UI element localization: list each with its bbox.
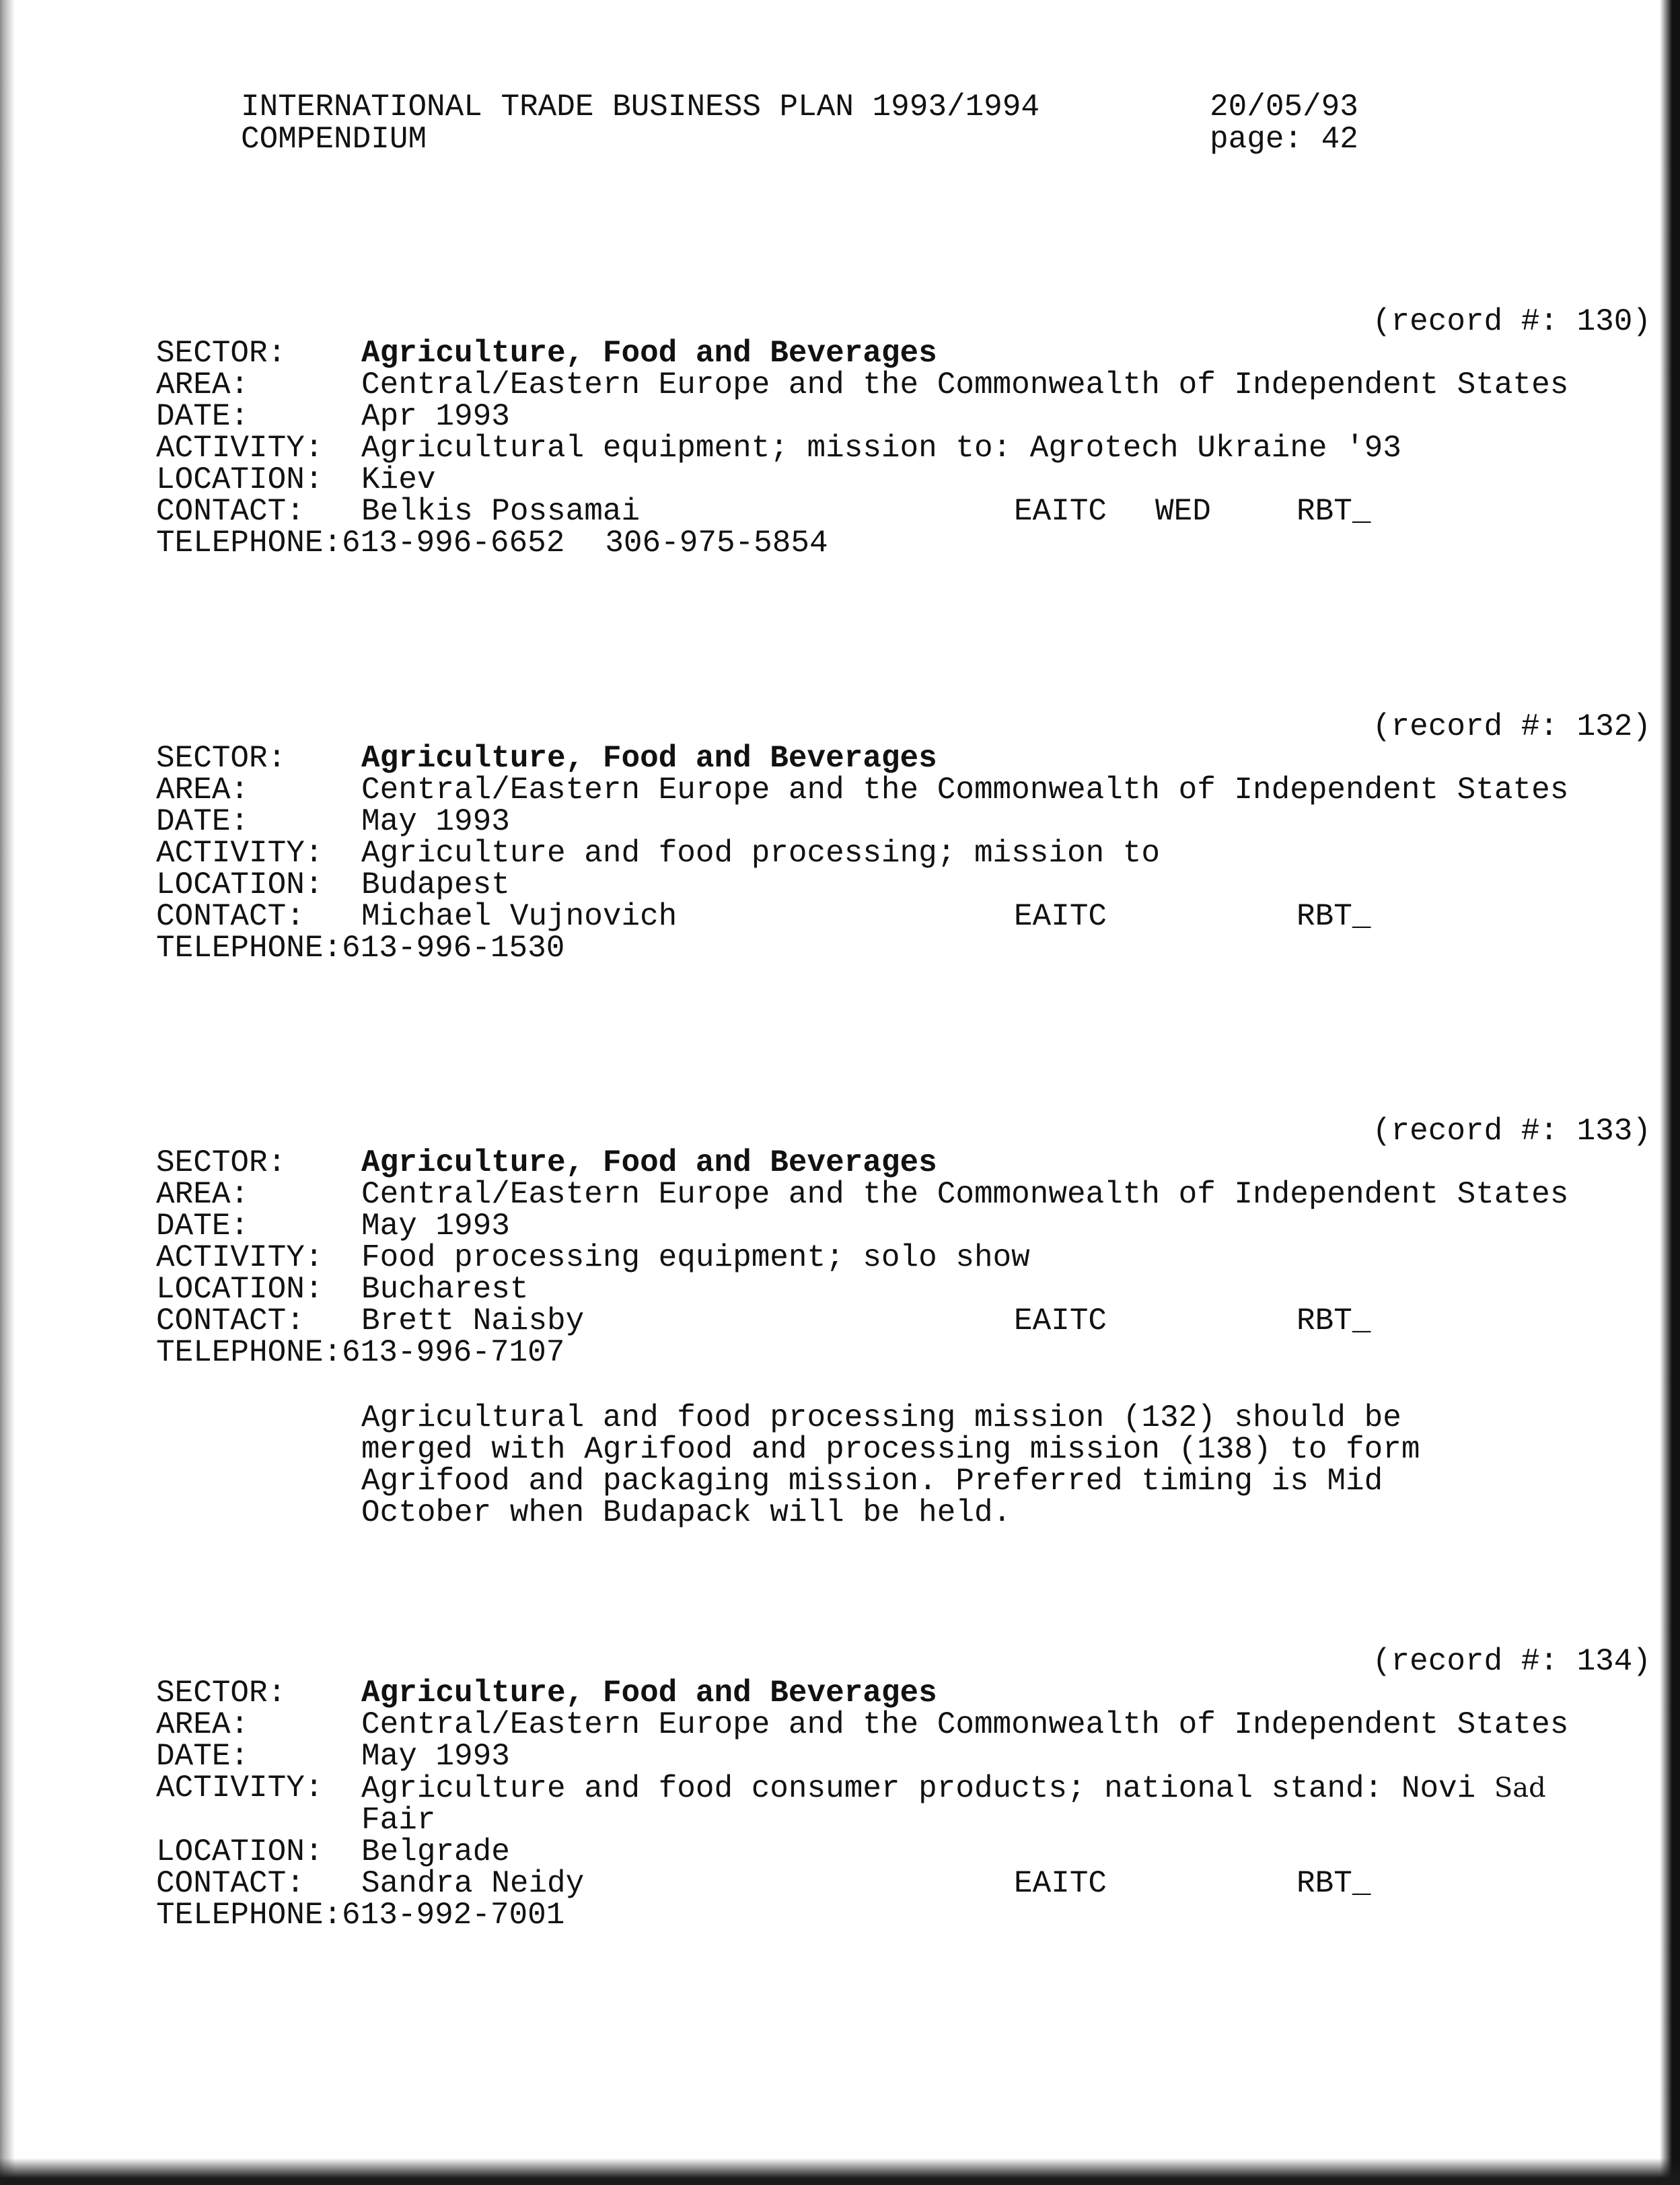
location-value: Kiev <box>361 462 436 497</box>
sector-label: SECTOR: <box>156 741 287 776</box>
activity-label: ACTIVITY: <box>156 431 324 466</box>
document-title: INTERNATIONAL TRADE BUSINESS PLAN 1993/1994 <box>241 89 1039 124</box>
activity-value: Food processing equipment; solo show <box>361 1240 1030 1275</box>
area-value: Central/Eastern Europe and the Commonwealth of Independent States <box>361 1707 1569 1742</box>
sector-row <box>156 338 1656 369</box>
telephone-label: TELEPHONE: <box>156 931 342 966</box>
record-note: Agricultural and food processing mission (132) should be merged with Agrifood and processing mission (138) to form Agrifood and packaging mission. Preferred timing is Mid October when Budapack will be held. <box>361 1400 1439 1530</box>
area-label: AREA: <box>156 367 250 402</box>
activity-label: ACTIVITY: <box>156 1770 324 1805</box>
office-code-eaitc: EAITC <box>1014 494 1107 529</box>
location-row <box>156 1274 1656 1305</box>
activity-value: Agricultural equipment; mission to: Agrotech Ukraine '93 <box>361 431 1401 466</box>
scan-left-edge <box>0 0 15 2185</box>
office-code-secondary: WED <box>1155 494 1211 529</box>
date-value: May 1993 <box>361 804 510 839</box>
sector-value: Agriculture, Food and Beverages <box>361 1676 937 1711</box>
date-label: DATE: <box>156 399 250 434</box>
telephone-value-secondary: 306-975-5854 <box>605 526 828 561</box>
location-value: Belgrade <box>361 1834 510 1869</box>
date-label: DATE: <box>156 1209 250 1244</box>
record-number: (record #: 132) <box>1372 709 1651 744</box>
activity-row <box>156 838 1656 869</box>
area-label: AREA: <box>156 1177 250 1212</box>
sector-label: SECTOR: <box>156 1676 287 1711</box>
record-number: (record #: 130) <box>1372 304 1651 339</box>
contact-row <box>156 496 1656 528</box>
location-label: LOCATION: <box>156 1834 324 1869</box>
area-row <box>156 1179 1656 1211</box>
activity-label: ACTIVITY: <box>156 1240 324 1275</box>
sector-row <box>156 1147 1656 1179</box>
record-133 <box>156 1116 1656 1529</box>
area-row <box>156 775 1656 806</box>
document-subtitle: COMPENDIUM <box>241 122 427 157</box>
telephone-label: TELEPHONE: <box>156 526 342 561</box>
contact-row <box>156 1868 1656 1900</box>
date-value: May 1993 <box>361 1209 510 1244</box>
office-code-secondary <box>1155 901 1296 933</box>
area-value: Central/Eastern Europe and the Commonwealth of Independent States <box>361 1177 1569 1212</box>
sector-label: SECTOR: <box>156 1145 287 1180</box>
area-value: Central/Eastern Europe and the Commonwealth of Independent States <box>361 367 1569 402</box>
activity-row <box>156 1772 1656 1836</box>
activity-handwritten: Sad <box>1494 1772 1546 1803</box>
location-row <box>156 869 1656 901</box>
activity-row <box>156 1242 1656 1274</box>
location-row <box>156 464 1656 496</box>
location-row <box>156 1836 1656 1868</box>
record-number: (record #: 134) <box>1372 1644 1651 1679</box>
office-code-rbt: RBT_ <box>1296 899 1371 934</box>
area-label: AREA: <box>156 773 250 808</box>
record-number: (record #: 133) <box>1372 1114 1651 1149</box>
location-label: LOCATION: <box>156 1272 324 1307</box>
telephone-row <box>156 1900 1656 1931</box>
page-header <box>241 91 1385 155</box>
telephone-value: 613-996-7107 <box>342 1335 565 1370</box>
scan-bottom-edge <box>0 2158 1680 2185</box>
telephone-label: TELEPHONE: <box>156 1898 342 1933</box>
area-label: AREA: <box>156 1707 250 1742</box>
office-code-eaitc: EAITC <box>1014 899 1107 934</box>
activity-label: ACTIVITY: <box>156 836 324 871</box>
office-code-rbt: RBT_ <box>1296 1303 1371 1338</box>
date-label: DATE: <box>156 1739 250 1774</box>
office-code-secondary <box>1155 1868 1296 1900</box>
header-row-2 <box>241 123 1385 155</box>
scan-right-edge <box>1660 0 1680 2185</box>
area-row <box>156 369 1656 401</box>
telephone-row <box>156 933 1656 964</box>
sector-value: Agriculture, Food and Beverages <box>361 336 937 371</box>
location-value: Budapest <box>361 867 510 902</box>
contact-row <box>156 901 1656 933</box>
date-row <box>156 806 1656 838</box>
date-row <box>156 1741 1656 1772</box>
contact-name: Sandra Neidy <box>361 1866 585 1901</box>
activity-value <box>361 1772 1656 1836</box>
record-132 <box>156 711 1656 964</box>
record-130 <box>156 306 1656 559</box>
page-number: page: 42 <box>1210 122 1358 157</box>
office-code-rbt: RBT_ <box>1296 494 1371 529</box>
telephone-row <box>156 528 1656 559</box>
telephone-value: 613-996-6652 <box>342 526 565 561</box>
activity-continuation: Fair <box>361 1803 436 1838</box>
date-row <box>156 1211 1656 1242</box>
sector-row <box>156 743 1656 775</box>
activity-row <box>156 433 1656 464</box>
document-date: 20/05/93 <box>1210 89 1358 124</box>
date-label: DATE: <box>156 804 250 839</box>
contact-label: CONTACT: <box>156 494 305 529</box>
contact-label: CONTACT: <box>156 899 305 934</box>
contact-name: Michael Vujnovich <box>361 899 678 934</box>
date-value: May 1993 <box>361 1739 510 1774</box>
activity-value: Agriculture and food processing; mission to <box>361 836 1160 871</box>
telephone-label: TELEPHONE: <box>156 1335 342 1370</box>
header-row-1 <box>241 91 1385 123</box>
telephone-value: 613-992-7001 <box>342 1898 565 1933</box>
office-code-rbt: RBT_ <box>1296 1866 1371 1901</box>
record-134 <box>156 1646 1656 1931</box>
office-code-eaitc: EAITC <box>1014 1303 1107 1338</box>
sector-value: Agriculture, Food and Beverages <box>361 1145 937 1180</box>
office-code-eaitc: EAITC <box>1014 1866 1107 1901</box>
area-row <box>156 1709 1656 1741</box>
office-code-secondary <box>1155 1305 1296 1337</box>
sector-row <box>156 1678 1656 1709</box>
contact-row <box>156 1305 1656 1337</box>
date-row <box>156 401 1656 433</box>
sector-label: SECTOR: <box>156 336 287 371</box>
contact-label: CONTACT: <box>156 1866 305 1901</box>
area-value: Central/Eastern Europe and the Commonwealth of Independent States <box>361 773 1569 808</box>
location-label: LOCATION: <box>156 867 324 902</box>
activity-text: Agriculture and food consumer products; national stand: Novi <box>361 1771 1476 1806</box>
contact-name: Belkis Possamai <box>361 494 641 529</box>
contact-name: Brett Naisby <box>361 1303 585 1338</box>
telephone-value: 613-996-1530 <box>342 931 565 966</box>
location-value: Bucharest <box>361 1272 529 1307</box>
sector-value: Agriculture, Food and Beverages <box>361 741 937 776</box>
date-value: Apr 1993 <box>361 399 510 434</box>
location-label: LOCATION: <box>156 462 324 497</box>
contact-label: CONTACT: <box>156 1303 305 1338</box>
telephone-row <box>156 1337 1656 1369</box>
